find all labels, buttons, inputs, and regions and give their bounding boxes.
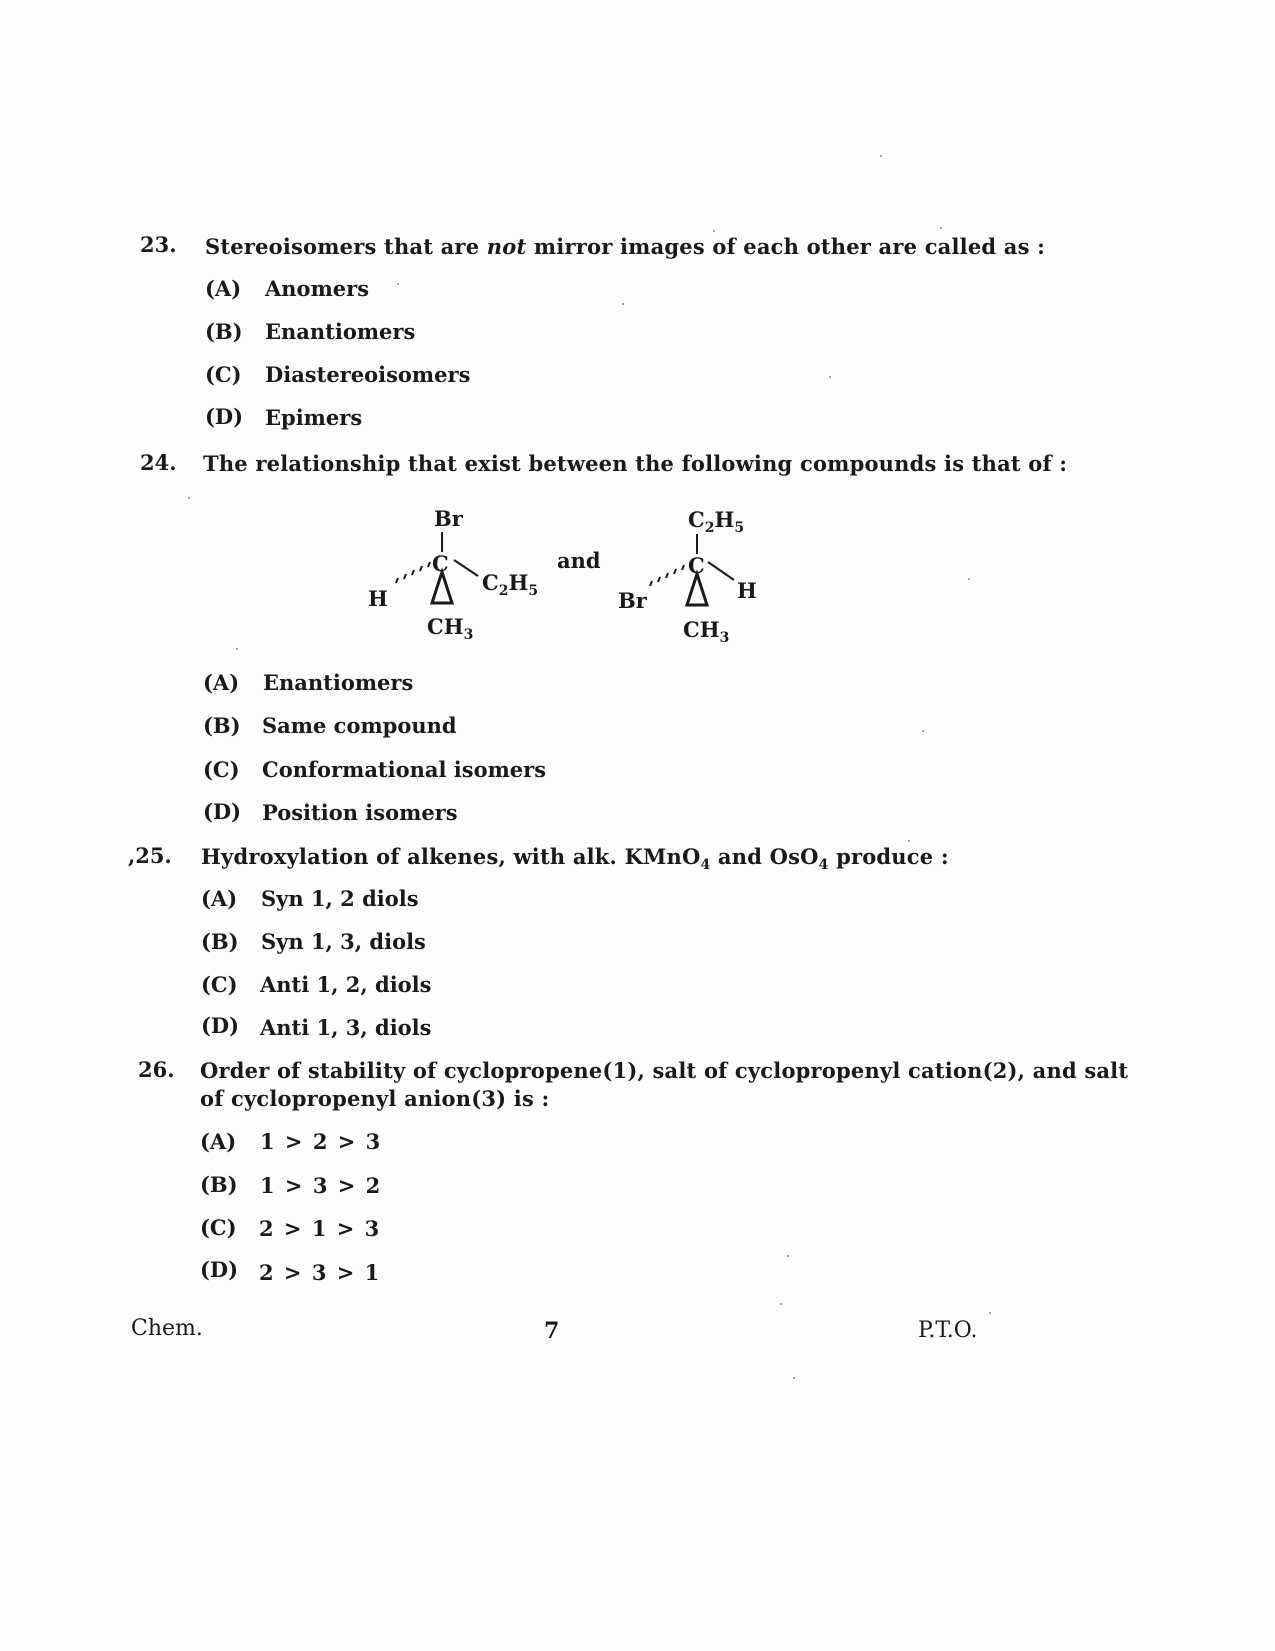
scan-speck [989,1312,991,1314]
option-text: Epimers [265,405,363,430]
option-text: 1 > 2 > 3 [260,1129,381,1154]
mol1-bottom-group: $CH_3$ [427,614,474,643]
scan-speck [188,497,190,499]
scan-speck [236,648,238,650]
mol1-center-carbon: C [432,551,449,576]
option-label: (D) [200,1257,239,1282]
option-label: (D) [203,799,242,824]
footer-subject: Chem. [131,1316,203,1341]
question-text-line-2: of cyclopropenyl anion(3) is : [200,1086,550,1111]
option-text: Enantiomers [265,319,416,344]
option-label: (B) [203,713,241,738]
option-label: (C) [200,1215,237,1240]
scan-speck [780,1303,782,1305]
scan-speck [880,155,882,157]
question-text: Stereoisomers that are not mirror images of each other are called as : [205,234,1046,259]
footer-page-number: 7 [544,1318,560,1344]
question-text-line-1: Order of stability of cyclopropene(1), salt of cyclopropenyl cation(2), and salt [200,1058,1129,1083]
connector-and: and [557,548,601,573]
option-text: Diastereoisomers [265,362,471,387]
option-text: Conformational isomers [262,757,547,782]
mol2-right-atom: H [737,578,757,603]
option-label: (B) [201,929,239,954]
mol1-top-atom: Br [434,506,463,531]
option-label: (B) [205,319,243,344]
option-label: (C) [205,362,242,387]
scan-speck [622,303,624,305]
option-text: Anti 1, 3, diols [260,1015,432,1040]
scan-speck [922,730,924,732]
option-label: (D) [205,404,244,429]
option-text: 2 > 3 > 1 [259,1260,380,1285]
scan-speck [908,840,910,842]
mol1-right-group: $C_2H_5$ [482,570,539,599]
option-text: Enantiomers [263,670,414,695]
scan-speck [968,578,970,580]
option-text: Anti 1, 2, diols [260,972,432,997]
option-text: Anomers [265,276,370,301]
scan-speck [793,1377,795,1379]
scan-speck [713,230,715,232]
option-label: (A) [201,886,238,911]
scan-speck [940,227,942,229]
option-label: (C) [201,972,238,997]
option-label: (C) [203,757,240,782]
question-number: ,25. [128,843,172,868]
option-label: (A) [203,670,240,695]
question-number: 24. [140,450,177,475]
option-text: Syn 1, 3, diols [261,929,426,954]
option-text: 2 > 1 > 3 [259,1216,380,1241]
option-label: (A) [205,276,242,301]
option-text: Syn 1, 2 diols [261,886,419,911]
mol2-top-group: $C_2H_5$ [688,507,745,536]
mol1-left-atom: H [368,586,388,611]
scan-speck [829,376,831,378]
option-label: (D) [201,1013,240,1038]
mol2-bottom-group: $CH_3$ [683,617,730,646]
mol2-left-atom: Br [618,588,647,613]
footer-pto: P.T.O. [918,1318,978,1343]
question-number: 23. [140,232,177,257]
option-text: Position isomers [262,800,458,825]
scan-speck [787,1255,789,1257]
question-text: Hydroxylation of alkenes, with alk. KMnO$_4$ and OsO$_4$ produce : [201,844,949,873]
option-label: (B) [200,1172,238,1197]
question-number: 26. [138,1057,175,1082]
question-text: The relationship that exist between the following compounds is that of : [203,451,1068,476]
option-text: Same compound [262,713,457,738]
mol2-center-carbon: C [688,553,705,578]
option-text: 1 > 3 > 2 [260,1173,381,1198]
option-label: (A) [200,1129,237,1154]
scan-speck [397,283,399,285]
